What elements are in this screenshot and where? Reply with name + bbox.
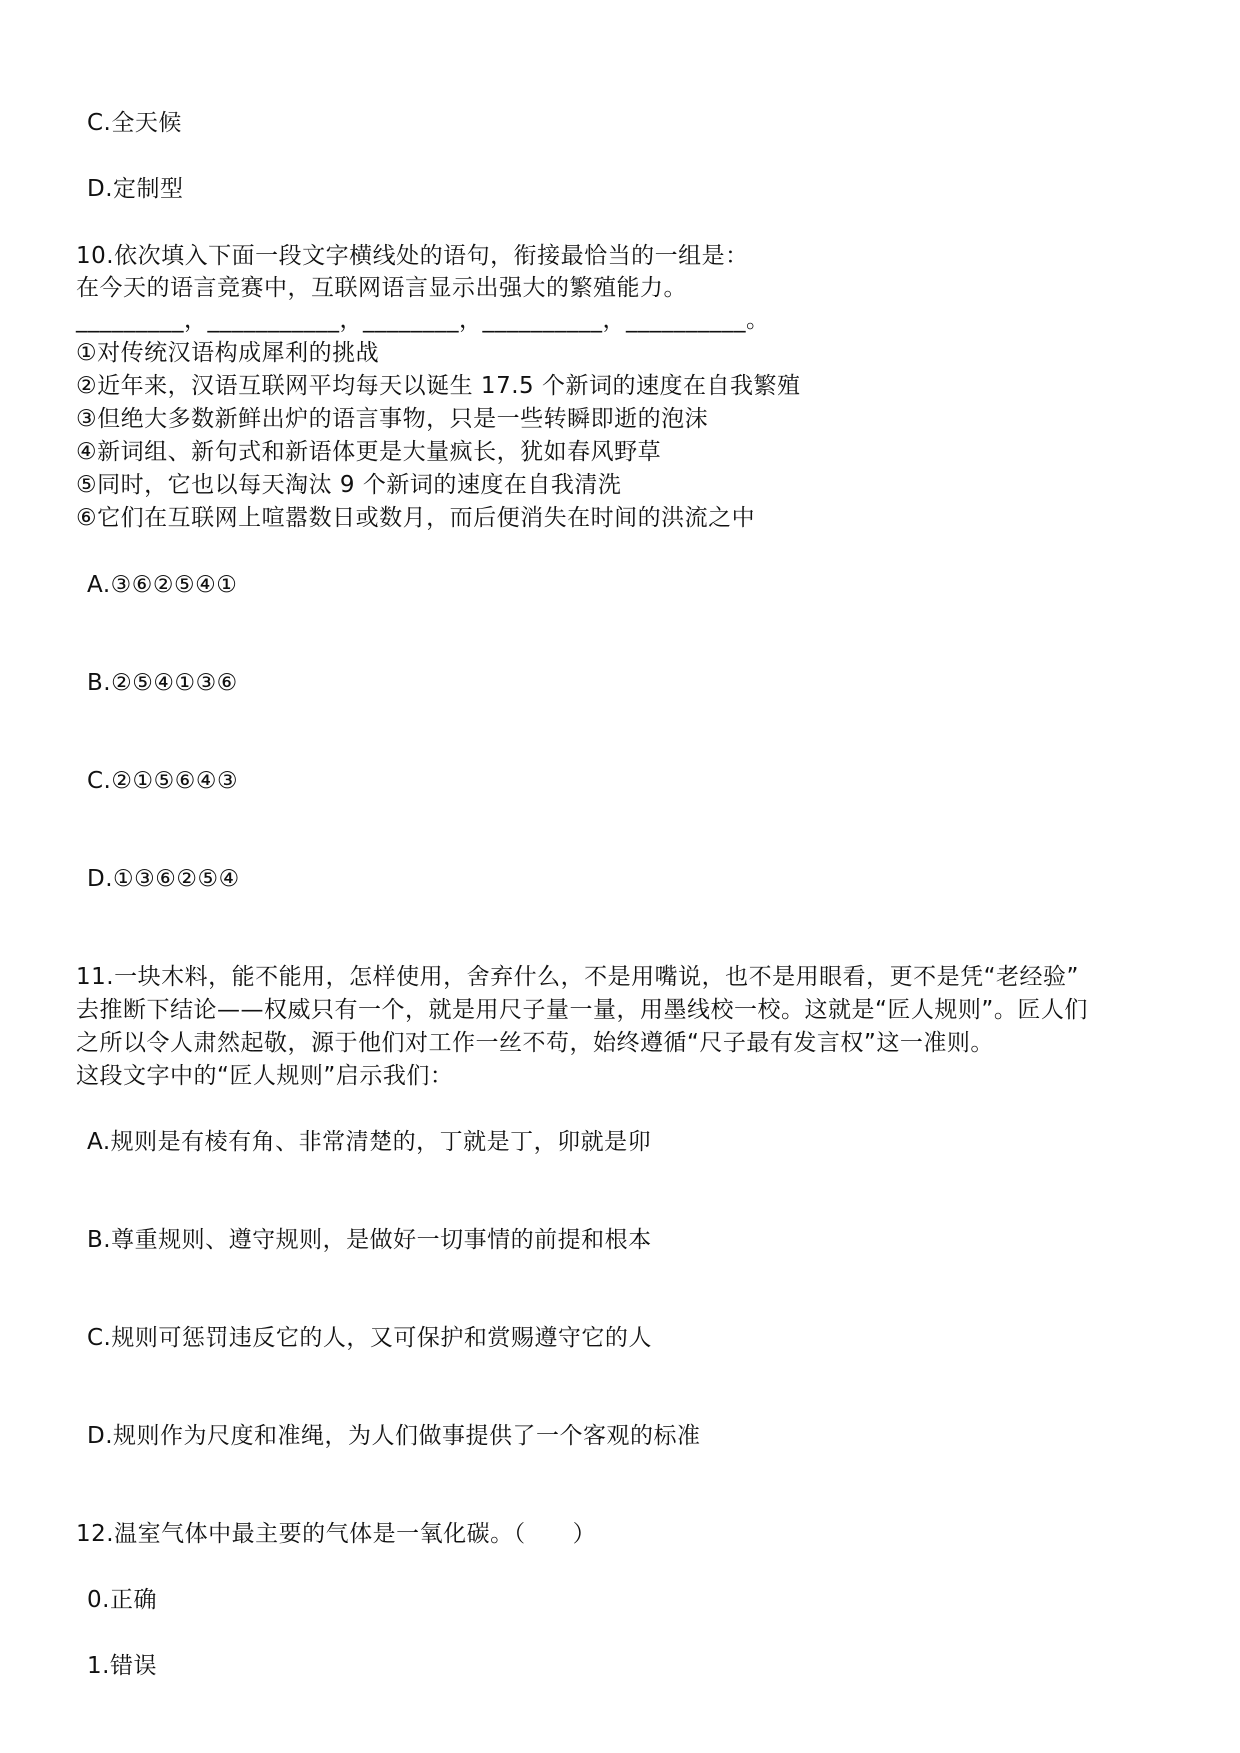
q12-option-true[interactable]: 0.正确 xyxy=(87,1587,157,1613)
q11-option-b[interactable]: B.尊重规则、遵守规则，是做好一切事情的前提和根本 xyxy=(87,1227,652,1253)
q11-option-c[interactable]: C.规则可惩罚违反它的人，又可保护和赏赐遵守它的人 xyxy=(87,1325,652,1351)
q11-option-d[interactable]: D.规则作为尺度和准绳，为人们做事提供了一个客观的标准 xyxy=(87,1423,701,1449)
q9-option-d[interactable]: D.定制型 xyxy=(87,176,184,202)
q10-sentence-4: ④新词组、新句式和新语体更是大量疯长，犹如春风野草 xyxy=(76,439,662,465)
q12-stem: 12.温室气体中最主要的气体是一氧化碳。（ ） xyxy=(76,1521,597,1547)
q10-sentence-6: ⑥它们在互联网上喧嚣数日或数月，而后便消失在时间的洪流之中 xyxy=(76,505,756,531)
q10-intro: 在今天的语言竞赛中，互联网语言显示出强大的繁殖能力。 xyxy=(76,275,687,301)
q10-title: 10.依次填入下面一段文字横线处的语句，衔接最恰当的一组是： xyxy=(76,243,749,269)
q10-sentence-5: ⑤同时，它也以每天淘汰 9 个新词的速度在自我清洗 xyxy=(76,472,622,498)
q10-sentence-3: ③但绝大多数新鲜出炉的语言事物，只是一些转瞬即逝的泡沫 xyxy=(76,406,709,432)
q10-option-b[interactable]: B.②⑤④①③⑥ xyxy=(87,670,238,696)
q11-stem-line-1: 11.一块木料，能不能用，怎样使用，舍弃什么，不是用嘴说，也不是用眼看，更不是凭“老经验” xyxy=(76,964,1079,990)
q9-option-c[interactable]: C.全天候 xyxy=(87,110,182,136)
q11-stem-line-2: 去推断下结论——权威只有一个，就是用尺子量一量，用墨线校一校。这就是“匠人规则”。匠人们 xyxy=(76,997,1088,1023)
q10-option-d[interactable]: D.①③⑥②⑤④ xyxy=(87,866,240,892)
q12-option-false[interactable]: 1.错误 xyxy=(87,1653,157,1679)
q11-stem-line-3: 之所以令人肃然起敬，源于他们对工作一丝不苟，始终遵循“尺子最有发言权”这一准则。 xyxy=(76,1030,994,1056)
q11-stem-line-4: 这段文字中的“匠人规则”启示我们： xyxy=(76,1063,454,1089)
q10-sentence-1: ①对传统汉语构成犀利的挑战 xyxy=(76,340,380,366)
q10-option-c[interactable]: C.②①⑤⑥④③ xyxy=(87,768,239,794)
q11-option-a[interactable]: A.规则是有棱有角、非常清楚的，丁就是丁，卯就是卯 xyxy=(87,1129,652,1155)
q10-blanks: _________，___________，________，__________，__________。 xyxy=(76,307,770,333)
q10-option-a[interactable]: A.③⑥②⑤④① xyxy=(87,572,238,598)
q10-sentence-2: ②近年来，汉语互联网平均每天以诞生 17.5 个新词的速度在自我繁殖 xyxy=(76,373,801,399)
